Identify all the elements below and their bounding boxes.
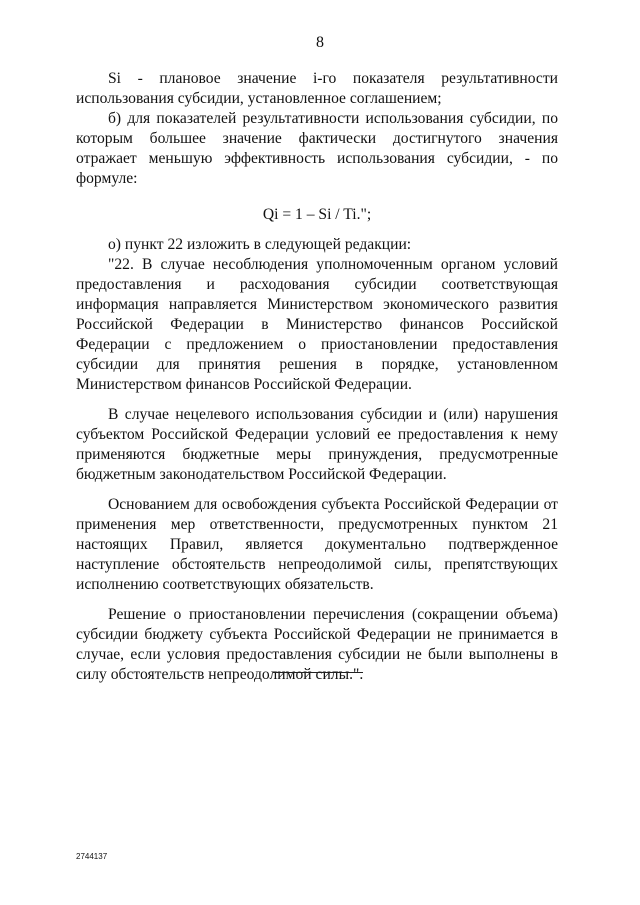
page-number: 8 <box>316 34 324 51</box>
document-code: 2744137 <box>76 852 108 861</box>
formula: Qi = 1 – Si / Ti."; <box>262 206 372 223</box>
document-body <box>76 69 558 685</box>
paragraph-o: о) пункт 22 изложить в следующей редакции: <box>108 236 412 253</box>
paragraph-nontarget-use: В случае нецелевого использования субсидии и (или) нарушения субъектом Российской Федерации условий ее предоставления к нему применяются бюджетные меры принуждения, предусмотренные бюджетным законодательством Российской Федерации. <box>76 406 558 483</box>
paragraph-decision: Решение о приостановлении перечисления (сокращении объема) субсидии бюджету субъекта Российской Федерации не принимается в случае, если условия предоставления субсидии не были выполнены в силу обстоятельств непреодолимой силы.". <box>76 606 558 683</box>
paragraph-si-definition: Si - плановое значение i-го показателя результативности использования субсидии, установленное соглашением; <box>76 70 558 107</box>
paragraph-b: б) для показателей результативности использования субсидии, по которым большее значение фактически достигнутого значения отражает меньшую эффективность использования субсидии, - по формуле: <box>76 110 558 187</box>
paragraph-22: "22. В случае несоблюдения уполномоченным органом условий предоставления и расходования субсидии соответствующая информация направляется Министерством экономического развития Российской Федерации в Министерство финансов Российской Федерации с предложением о приостановлении предоставления субсидии для принятия решения в порядке, установленном Министерством финансов Российской Федерации. <box>76 256 558 393</box>
paragraph-basis: Основанием для освобождения субъекта Российской Федерации от применения мер ответственности, предусмотренных пунктом 21 настоящих Правил, является документально подтвержденное наступление обстоятельств непреодолимой силы, препятствующих исполнению соответствующих обязательств. <box>76 496 558 593</box>
end-divider <box>273 672 363 673</box>
